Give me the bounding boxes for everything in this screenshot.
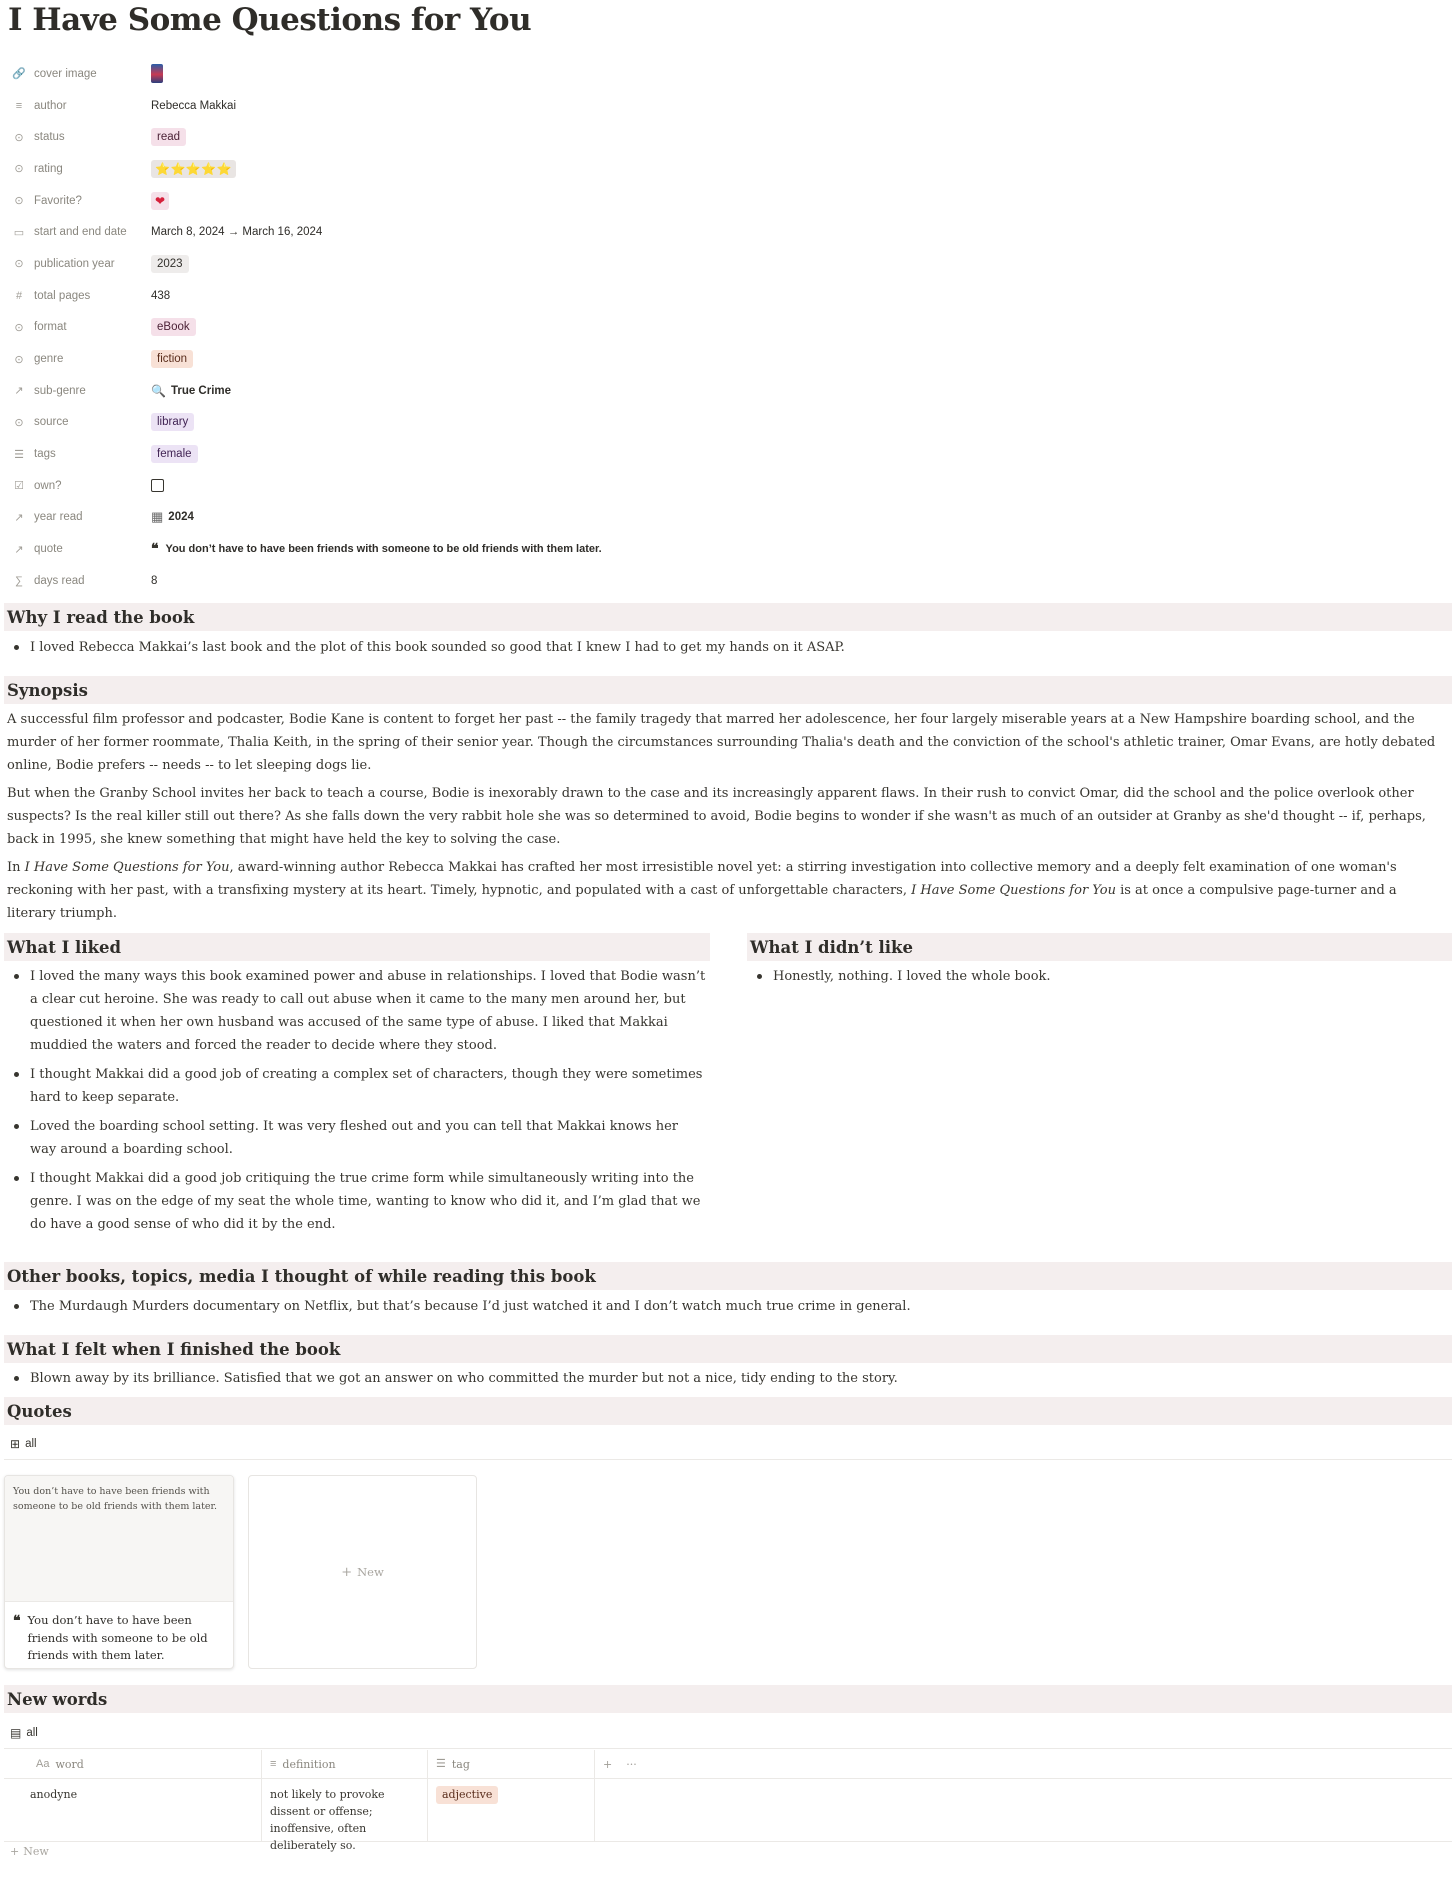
prop-label: year read [34,511,83,524]
definition-cell[interactable]: not likely to provoke dissent or offense; inoffensive, often deliberately so. [262,1779,428,1841]
why-list-wrap [6,636,1446,665]
checkbox-property-icon: ☑ [14,480,24,493]
prop-year-read[interactable] [8,502,1448,534]
select-circle-icon: ⊙ [14,131,24,144]
book-cover-thumbnail[interactable] [151,64,163,83]
prop-days-read[interactable] [8,565,1448,597]
own-checkbox[interactable] [151,479,164,492]
author-value[interactable]: Rebecca Makkai [151,99,237,112]
list-item[interactable]: The Murdaugh Murders documentary on Netflix, but that’s because I’d just watched it and I don’t watch much true crime in general. [6,1295,1446,1318]
prop-label: quote [34,543,63,556]
sigma-formula-icon: ∑ [15,574,23,587]
column-header-word[interactable] [4,1750,262,1778]
heading-new-words[interactable]: New words [4,1685,1452,1713]
hash-icon: # [15,289,23,302]
magnifier-icon: 🔍 [151,383,166,398]
other-list [6,1295,1446,1318]
relation-arrow-icon: ↗ [14,385,24,398]
synopsis-paragraph-3[interactable] [7,856,1449,925]
empty-cell [595,1779,655,1841]
list-item[interactable]: I loved the many ways this book examined power and abuse in relationships. I loved that Bodie wasn’t a clear cut heroine. She was ready to call out abuse when it came to the many men around her, but questioned it when her own husband was accused of the same type of abuse. I liked that Makkai muddied the waters and forced the reader to decide where they stood. [6,965,708,1057]
genre-tag[interactable]: fiction [151,350,193,368]
heading-synopsis[interactable]: Synopsis [4,676,1452,704]
synopsis-paragraph-2[interactable]: But when the Granby School invites her back to teach a course, Bodie is inexorably drawn to the case and its increasingly apparent flaws. In their rush to convict Omar, did the school and the police overlook other suspects? Is the real killer still out there? As she falls down the very rabbit hole she was so determined to avoid, Bodie begins to wonder if she wasn't as much of an outsider at Granby as she'd thought -- if, perhaps, back in 1995, she knew something that might have held the key to solving the case. [7,786,1426,847]
prop-label: format [34,321,67,334]
prop-label: source [34,416,69,429]
new-row-label: New [23,1845,49,1858]
format-tag[interactable]: eBook [151,318,196,336]
days-read-value: 8 [151,574,158,587]
table-actions [595,1750,655,1778]
list-item[interactable]: I thought Makkai did a good job of creating a complex set of characters, though they were sometimes hard to keep separate. [6,1063,708,1109]
select-circle-icon: ⊙ [14,416,24,429]
prop-quote[interactable] [8,533,1448,565]
plus-icon: + [10,1845,20,1858]
properties-panel [8,58,1448,597]
prop-label: rating [34,162,63,175]
word-tag[interactable]: adjective [436,1786,498,1804]
prop-rating[interactable] [8,153,1448,185]
select-circle-icon: ⊙ [14,321,24,334]
column-label: word [55,1757,84,1771]
prop-publication-year[interactable] [8,248,1448,280]
prop-label: author [34,99,67,112]
tag-cell[interactable] [428,1779,595,1841]
relation-arrow-icon: ↗ [14,511,24,524]
new-words-view-tab[interactable] [10,1726,38,1740]
quote-link[interactable]: You don’t have to have been friends with someone to be old friends with them later. [165,543,602,556]
heading-liked[interactable]: What I liked [4,933,710,961]
view-tab-label: all [25,1438,37,1450]
list-item[interactable]: Loved the boarding school setting. It was very fleshed out and you can tell that Makkai knows her way around a boarding school. [6,1115,708,1161]
table-view-icon: ▤ [10,1726,22,1740]
calendar-icon: ▭ [13,226,25,239]
prop-label: publication year [34,257,115,270]
prop-tags[interactable] [8,438,1448,470]
rating-stars[interactable]: ⭐⭐⭐⭐⭐ [151,160,236,178]
gallery-view-icon: ⊞ [10,1437,21,1451]
prop-label: status [34,131,65,144]
prop-label: total pages [34,289,91,302]
column-header-definition[interactable] [262,1750,428,1778]
year-read-link[interactable]: 2024 [168,511,194,524]
select-circle-icon: ⊙ [14,195,24,208]
heading-disliked[interactable]: What I didn’t like [747,933,1452,961]
divider [4,1459,1452,1460]
plus-icon: + [341,1564,353,1580]
text-run: In [7,860,25,875]
prop-format[interactable] [8,312,1448,344]
list-icon: ☰ [14,448,24,461]
prop-genre[interactable] [8,343,1448,375]
prop-status[interactable] [8,121,1448,153]
new-card-label: New [357,1565,384,1579]
prop-label: own? [34,479,62,492]
quote-card-body [5,1602,233,1675]
liked-list [6,965,708,1236]
list-item[interactable]: Blown away by its brilliance. Satisfied that we got an answer on who committed the murder but not a nice, tidy ending to the story. [6,1367,1446,1390]
column-label: tag [451,1757,470,1771]
disliked-list [749,965,1449,988]
why-list [6,636,1446,659]
synopsis-paragraph-1[interactable]: A successful film professor and podcaster, Bodie Kane is content to forget her past -- the family tragedy that marred her adolescence, her four largely miserable years at a New Hampshire boarding school, and the murder of her former roommate, Thalia Keith, in the spring of their senior year. Though the circumstances surrounding Thalia's death and the conviction of the school's athletic trainer, Omar Evans, are hotly debated online, Bodie prefers -- needs -- to let sleeping dogs lie. [7,712,1436,773]
heading-other-media[interactable]: Other books, topics, media I thought of while reading this book [4,1262,1452,1290]
sub-genre-link[interactable]: True Crime [170,384,232,397]
quote-card-title[interactable]: You don’t have to have been friends with someone to be old friends with them later. [27,1613,208,1662]
publication-year-tag[interactable]: 2023 [151,255,189,273]
total-pages-value[interactable]: 438 [151,289,171,302]
disliked-list-wrap [749,965,1449,994]
quote-card-preview: You don’t have to have been friends with someone to be old friends with them later. [5,1476,233,1602]
column-header-tag[interactable] [428,1750,595,1778]
heading-why[interactable]: Why I read the book [4,603,1452,631]
text-lines-icon: ≡ [15,99,23,112]
synopsis-text [7,708,1449,930]
heading-felt[interactable]: What I felt when I finished the book [4,1335,1452,1363]
prop-source[interactable] [8,407,1448,439]
title-aa-icon: Aa [36,1757,50,1770]
prop-author[interactable] [8,90,1448,122]
column-label: definition [282,1757,336,1771]
divider [4,1748,1452,1749]
quote-mark-icon: ❝ [151,541,159,558]
book-title-italic: I Have Some Questions for You [911,883,1116,898]
page-title[interactable]: I Have Some Questions for You [8,2,532,38]
text-run: is at once a compulsive page-turner and a literary triumph. [7,883,1397,921]
list-item[interactable]: Honestly, nothing. I loved the whole book. [749,965,1449,988]
more-options-button[interactable]: ··· [626,1757,637,1771]
tags-tag[interactable]: female [151,445,198,463]
book-title-italic: I Have Some Questions for You [24,860,230,875]
quote-card[interactable] [4,1475,234,1669]
list-item[interactable]: I thought Makkai did a good job critiquing the true crime form while simultaneously writing into the genre. I was on the edge of my seat the whole time, wanting to know who did it, and I’m glad that we do have a good sense of who did it by the end. [6,1167,708,1236]
heading-quotes[interactable]: Quotes [4,1397,1452,1425]
felt-list [6,1367,1446,1390]
prop-label: sub-genre [34,384,86,397]
heart-icon[interactable]: ❤ [151,192,169,210]
select-circle-icon: ⊙ [14,163,24,176]
prop-own[interactable] [8,470,1448,502]
text-lines-icon: ≡ [270,1757,277,1770]
felt-list-wrap [6,1367,1446,1396]
other-list-wrap [6,1295,1446,1324]
prop-cover-image[interactable] [8,58,1448,90]
paperclip-icon: 🔗 [12,68,26,81]
view-tab-label: all [26,1727,38,1739]
prop-dates[interactable] [8,216,1448,248]
new-quote-card[interactable] [248,1475,477,1669]
status-tag[interactable]: read [151,128,186,146]
prop-total-pages[interactable] [8,280,1448,312]
list-item[interactable]: I loved Rebecca Makkai’s last book and the plot of this book sounded so good that I knew I had to get my hands on it ASAP. [6,636,1446,659]
liked-list-wrap [6,965,708,1242]
select-circle-icon: ⊙ [14,353,24,366]
relation-arrow-icon: ↗ [14,543,24,556]
select-circle-icon: ⊙ [14,258,24,271]
prop-label: days read [34,574,85,587]
new-row-button[interactable] [10,1845,49,1858]
list-icon: ☰ [436,1757,446,1770]
add-column-button[interactable]: + [603,1757,613,1771]
prop-favorite[interactable] [8,185,1448,217]
prop-label: Favorite? [34,194,82,207]
source-tag[interactable]: library [151,413,194,431]
prop-label: tags [34,448,56,461]
text-run: , award-winning author Rebecca Makkai has crafted her most irresistible novel yet: a stirring investigation into collective memory and a deeply felt examination of one woman's reckoning with her past, with a transfixing mystery at its heart. Timely, hypnotic, and populated with a cast of unforgettable characters, [7,860,1397,898]
table-header-row [4,1750,1452,1779]
word-cell[interactable]: anodyne [4,1779,262,1841]
date-range-value[interactable]: March 8, 2024 → March 16, 2024 [151,226,323,239]
quotes-view-tab[interactable] [10,1437,37,1451]
prop-label: cover image [34,67,97,80]
prop-label: start and end date [34,226,127,239]
spiral-calendar-icon: ▦ [151,509,164,525]
prop-sub-genre[interactable] [8,375,1448,407]
prop-label: genre [34,353,64,366]
quote-mark-icon: ❝ [13,1613,21,1629]
